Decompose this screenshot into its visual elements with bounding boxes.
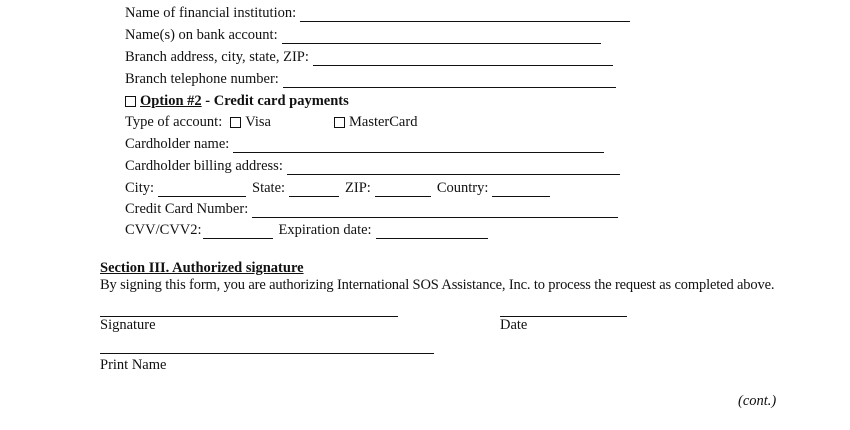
visa-checkbox[interactable] [230, 117, 241, 128]
account-type-label: Type of account: [125, 114, 223, 130]
zip-field[interactable] [375, 184, 431, 197]
names-label: Name(s) on bank account: [125, 27, 278, 43]
card-number-label: Credit Card Number: [125, 201, 249, 217]
signature-label: Signature [100, 317, 156, 333]
institution-label: Name of financial institution: [125, 5, 297, 21]
option2-checkbox[interactable] [125, 96, 136, 107]
branch-address-field[interactable] [313, 53, 613, 66]
branch-phone-field[interactable] [283, 75, 616, 88]
cvv-label: CVV/CVV2: [125, 222, 202, 238]
continued-note: (cont.) [738, 393, 777, 409]
billing-address-row [125, 157, 620, 175]
country-field[interactable] [492, 184, 550, 197]
mastercard-checkbox[interactable] [334, 117, 345, 128]
city-row [125, 179, 550, 197]
option2-title: Option #2 [140, 93, 202, 109]
branch-phone-label: Branch telephone number: [125, 71, 279, 87]
branch-address-row [125, 48, 613, 66]
branch-phone-row [125, 70, 616, 88]
institution-field[interactable] [300, 9, 630, 22]
expiration-field[interactable] [376, 226, 488, 239]
section3-title: Section III. Authorized signature [100, 260, 304, 276]
option2-heading [125, 92, 349, 110]
cardholder-name-label: Cardholder name: [125, 136, 230, 152]
visa-label: Visa [245, 114, 271, 130]
state-field[interactable] [289, 184, 339, 197]
city-field[interactable] [158, 184, 246, 197]
print-name-line[interactable] [100, 353, 434, 354]
names-row [125, 26, 601, 44]
cvv-field[interactable] [203, 226, 273, 239]
institution-row [125, 4, 630, 22]
section3-text: By signing this form, you are authorizing International SOS Assistance, Inc. to process the request as completed above. [100, 277, 775, 293]
print-name-label: Print Name [100, 357, 167, 373]
option2-title-rest: - Credit card payments [201, 93, 349, 109]
city-label: City: [125, 180, 155, 196]
mastercard-option [334, 113, 417, 131]
billing-address-label: Cardholder billing address: [125, 158, 283, 174]
names-field[interactable] [282, 31, 601, 44]
cvv-row [125, 221, 488, 239]
account-type-row [125, 113, 271, 131]
country-label: Country: [436, 180, 489, 196]
branch-address-label: Branch address, city, state, ZIP: [125, 49, 309, 65]
date-label: Date [500, 317, 528, 333]
mastercard-label: MasterCard [349, 114, 418, 130]
expiration-label: Expiration date: [278, 222, 372, 238]
cardholder-name-row [125, 135, 604, 153]
billing-address-field[interactable] [287, 162, 620, 175]
card-number-field[interactable] [252, 205, 618, 218]
card-number-row [125, 200, 618, 218]
zip-label: ZIP: [345, 180, 371, 196]
state-label: State: [252, 180, 286, 196]
cardholder-name-field[interactable] [233, 140, 604, 153]
